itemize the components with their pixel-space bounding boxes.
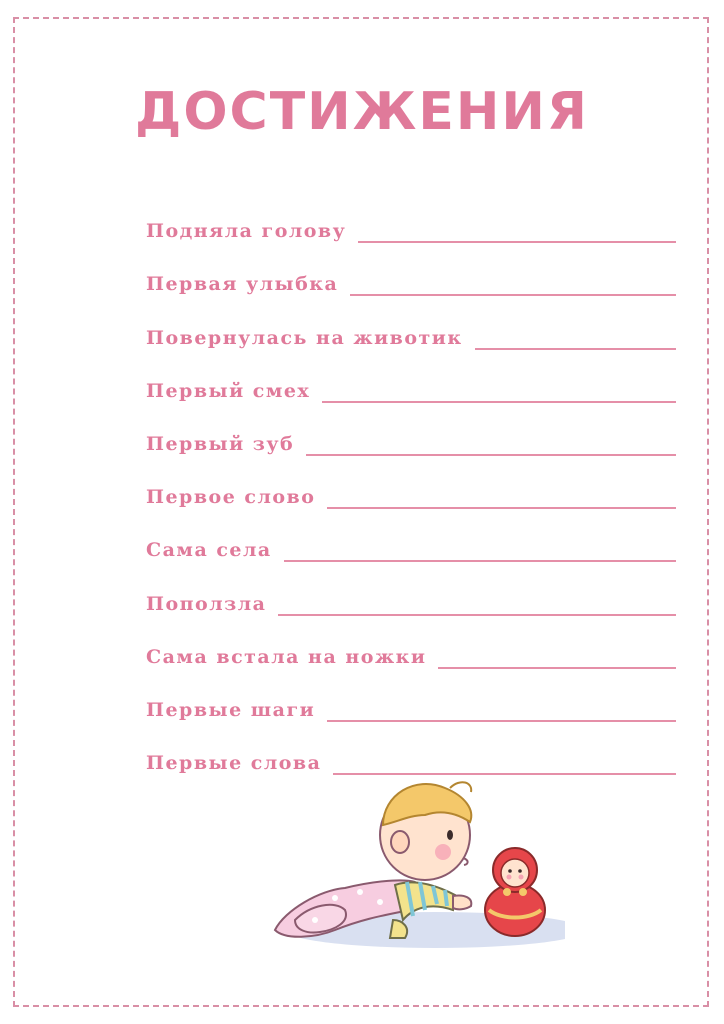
fill-in-line[interactable] xyxy=(358,241,676,243)
fill-in-line[interactable] xyxy=(278,614,676,616)
achievement-label: Поползла xyxy=(146,592,267,615)
crawling-baby-illustration xyxy=(265,770,565,955)
fill-in-line[interactable] xyxy=(350,294,676,296)
achievement-row xyxy=(146,456,676,509)
achievement-label: Первая улыбка xyxy=(146,273,339,296)
achievement-row xyxy=(146,562,676,615)
fill-in-line[interactable] xyxy=(327,507,676,509)
fill-in-line[interactable] xyxy=(475,348,676,350)
roly-poly-doll-icon xyxy=(485,848,545,936)
achievement-row xyxy=(146,403,676,456)
achievement-label: Первый зуб xyxy=(146,432,295,455)
fill-in-line[interactable] xyxy=(327,720,676,722)
achievement-label: Первый смех xyxy=(146,379,311,402)
achievement-row xyxy=(146,616,676,669)
achievement-row xyxy=(146,243,676,296)
achievement-label: Сама встала на ножки xyxy=(146,645,427,668)
achievement-row xyxy=(146,509,676,562)
achievements-list xyxy=(146,190,676,775)
fill-in-line[interactable] xyxy=(306,454,676,456)
fill-in-line[interactable] xyxy=(322,401,676,403)
achievement-label: Первые шаги xyxy=(146,698,316,721)
achievement-label: Сама села xyxy=(146,539,272,562)
page-title: ДОСТИЖЕНИЯ xyxy=(135,82,589,142)
achievement-label: Подняла голову xyxy=(146,220,347,243)
achievement-label: Первое слово xyxy=(146,486,316,509)
achievement-row xyxy=(146,722,676,775)
achievement-label: Повернулась на животик xyxy=(146,326,463,349)
achievement-row xyxy=(146,296,676,349)
achievement-row xyxy=(146,669,676,722)
achievement-row xyxy=(146,350,676,403)
fill-in-line[interactable] xyxy=(284,560,676,562)
fill-in-line[interactable] xyxy=(438,667,676,669)
achievement-row xyxy=(146,190,676,243)
achievement-label: Первые слова xyxy=(146,752,322,775)
